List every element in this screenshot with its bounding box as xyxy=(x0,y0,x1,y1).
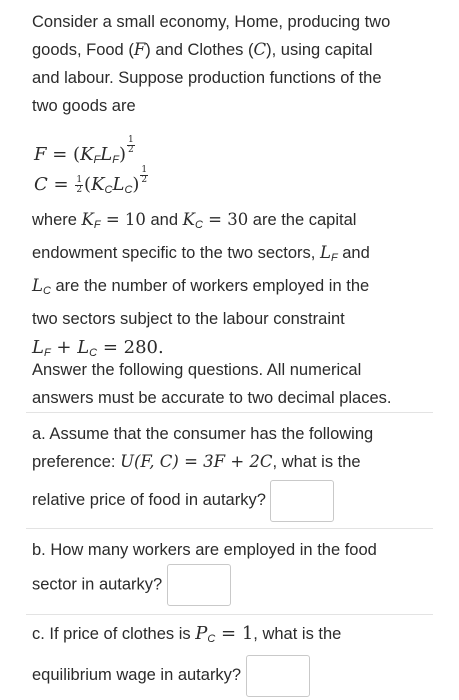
exponent-half: $\frac{1}{2}$ xyxy=(127,135,134,155)
divider xyxy=(26,412,433,413)
endowment-line: two sectors subject to the labour constraint xyxy=(32,310,345,328)
question-a-line: a. Assume that the consumer has the following xyxy=(32,425,374,443)
question-b-line: b. How many workers are employed in the food xyxy=(32,541,377,559)
exponent-half: $\frac{1}{2}$ xyxy=(141,165,148,185)
endowment-line: where $K_F = 10$ and $K_C = 30$ are the capital xyxy=(32,210,357,231)
question-b xyxy=(32,536,433,606)
intro-line: goods, Food (F) and Clothes (C), using capital xyxy=(32,40,373,59)
endowment-line: endowment specific to the two sectors, $L_F$ and xyxy=(32,243,370,264)
answer-a-input[interactable] xyxy=(270,480,334,522)
question-c xyxy=(32,620,433,697)
question-c-line: equilibrium wage in autarky? xyxy=(32,653,433,697)
answer-b-input[interactable] xyxy=(167,564,231,606)
question-a-line: preference: U(F, C) = 3F + 2C, what is the xyxy=(32,452,361,471)
instructions-paragraph xyxy=(32,356,433,412)
endowment-paragraph xyxy=(32,206,433,367)
coefficient-half: $\frac{1}{2}$ xyxy=(76,174,83,195)
intro-paragraph xyxy=(32,8,433,120)
question-b-line: sector in autarky? xyxy=(32,564,433,606)
question-c-line: c. If price of clothes is $P_C = 1$, what is the xyxy=(32,623,342,645)
labour-constraint: $L_F + L_C = 280$. xyxy=(32,337,164,359)
clothes-production-function: C = $\frac{1}{2}$ $(K_CL_C)$ $\frac{1}{2}$ xyxy=(34,165,148,196)
instructions-line: answers must be accurate to two decimal places. xyxy=(32,389,392,407)
divider xyxy=(26,614,433,615)
intro-line: Consider a small economy, Home, producing two xyxy=(32,13,391,31)
food-production-function: $F = (K_FL_F)$ $\frac{1}{2}$ xyxy=(34,135,134,166)
divider xyxy=(26,528,433,529)
intro-line: two goods are xyxy=(32,97,136,115)
question-a xyxy=(32,420,433,524)
intro-line: and labour. Suppose production functions of the xyxy=(32,69,382,87)
endowment-line: $L_C$ are the number of workers employed in the xyxy=(32,276,370,297)
answer-c-input[interactable] xyxy=(246,655,310,697)
question-a-line: relative price of food in autarky? xyxy=(32,476,433,524)
instructions-line: Answer the following questions. All numerical xyxy=(32,361,362,379)
